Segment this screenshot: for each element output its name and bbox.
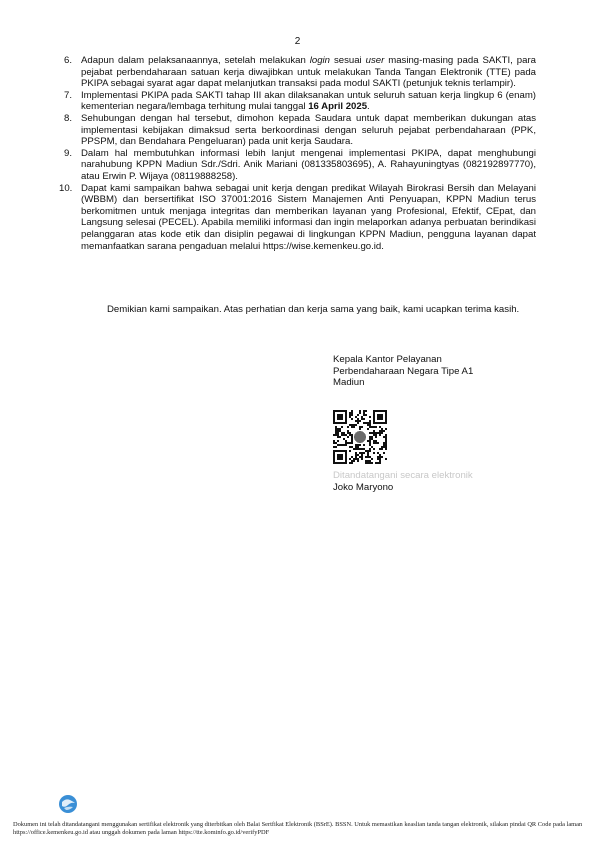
qr-code-icon: [333, 410, 387, 464]
list-item-text: masing-masing pada SAKTI, para pejabat perbendaharaan satuan kerja diwajibkan untuk melakukan Tanda Tangan Elektronik (TTE) pada PKIPA sebagai syarat agar dapat melanjutkan transaksi pada modul SAKTI (petunjuk teknis terlampir).: [81, 55, 536, 90]
list-item: [59, 148, 536, 183]
list-item-text: user: [365, 55, 385, 66]
signature-note: Ditandatangani secara elektronik: [333, 470, 473, 481]
list-item: [59, 90, 536, 113]
list-item-number: 6.: [64, 55, 73, 66]
list-item-text: 16 April 2025: [308, 101, 368, 113]
numbered-list: [59, 55, 536, 252]
signature-title-line: Kepala Kantor Pelayanan: [333, 354, 442, 365]
list-item: [59, 183, 536, 253]
list-item-number: 9.: [64, 147, 73, 159]
bsre-logo-icon: [58, 794, 78, 814]
list-item-text: Adapun dalam pelaksanaannya, setelah melakukan: [81, 55, 310, 66]
list-item-text: Dalam hal membutuhkan informasi lebih lanjut mengenai implementasi PKIPA, dapat menghubungi narahubung KPPN Madiun Sdr./Sdri. Anik Mariani (081335803695), A. Rahayuningtyas (082192897770), atau Erwin P. Wijaya (08119888258).: [81, 147, 536, 182]
signature-title-line: Perbendaharaan Negara Tipe A1: [333, 365, 474, 377]
signature-title-line: Madiun: [333, 377, 365, 389]
list-item-text: Dapat kami sampaikan bahwa sebagai unit kerja dengan predikat Wilayah Birokrasi Bersih dan Melayani (WBBM) dan bersertifikat ISO 37001:2016 Sistem Manajemen Anti Penyuapan, KPPN Madiun terus berkomitmen untuk menjaga integritas dan memberikan layanan yang Profesional, Efektif, CEpat, dan Langsung selesai (PECEL). Apabila memiliki informasi dan ingin melaporkan adanya perbuatan berindikasi pelanggaran atas kode etik dan disiplin pegawai di lingkungan KPPN Madiun, pengguna layanan dapat memanfaatkan sarana pengaduan melalui https://wise.kemenkeu.go.id.: [81, 182, 536, 252]
list-item-text: Sehubungan dengan hal tersebut, dimohon kepada Saudara untuk dapat memberikan dukungan atas implementasi kebijakan dimaksud serta berkoordinasi dengan seluruh pejabat perbendaharaan (PPK, PPSPM, dan Bendahara Pengeluaran) pada unit kerja Saudara.: [81, 112, 536, 148]
list-item-text: sesuai: [330, 55, 366, 66]
list-item: [59, 55, 536, 90]
list-item-number: 8.: [64, 112, 73, 124]
signature-title: [333, 354, 533, 389]
page-number: 2: [294, 36, 301, 47]
list-item-text: Implementasi PKIPA pada SAKTI tahap III akan dilaksanakan untuk seluruh satuan kerja lingkup 6 (enam) kementerian negara/lembaga terhitung mulai tanggal: [81, 89, 536, 113]
list-item-number: 10.: [59, 182, 73, 194]
signatory-name: Joko Maryono: [333, 482, 394, 493]
closing-paragraph: Demikian kami sampaikan. Atas perhatian dan kerja sama yang baik, kami ucapkan terima kasih.: [107, 304, 520, 315]
footer-disclaimer: Dokumen ini telah ditandatangani menggunakan sertifikat elektronik yang diterbitkan oleh Balai Sertfikat Elektronik (BSrE). BSSN. Untuk memastikan keaslian tanda tangan elektronik, silakan pindai QR Code pada laman https://office.kemenkeu.go.id atau unggah dokumen pada laman https://tte.kominfo.go.id/verifyPDF: [13, 821, 583, 836]
list-item-text: .: [367, 101, 370, 113]
list-item: [59, 113, 536, 148]
list-item-number: 7.: [64, 89, 73, 101]
list-item-text: login: [309, 55, 331, 66]
